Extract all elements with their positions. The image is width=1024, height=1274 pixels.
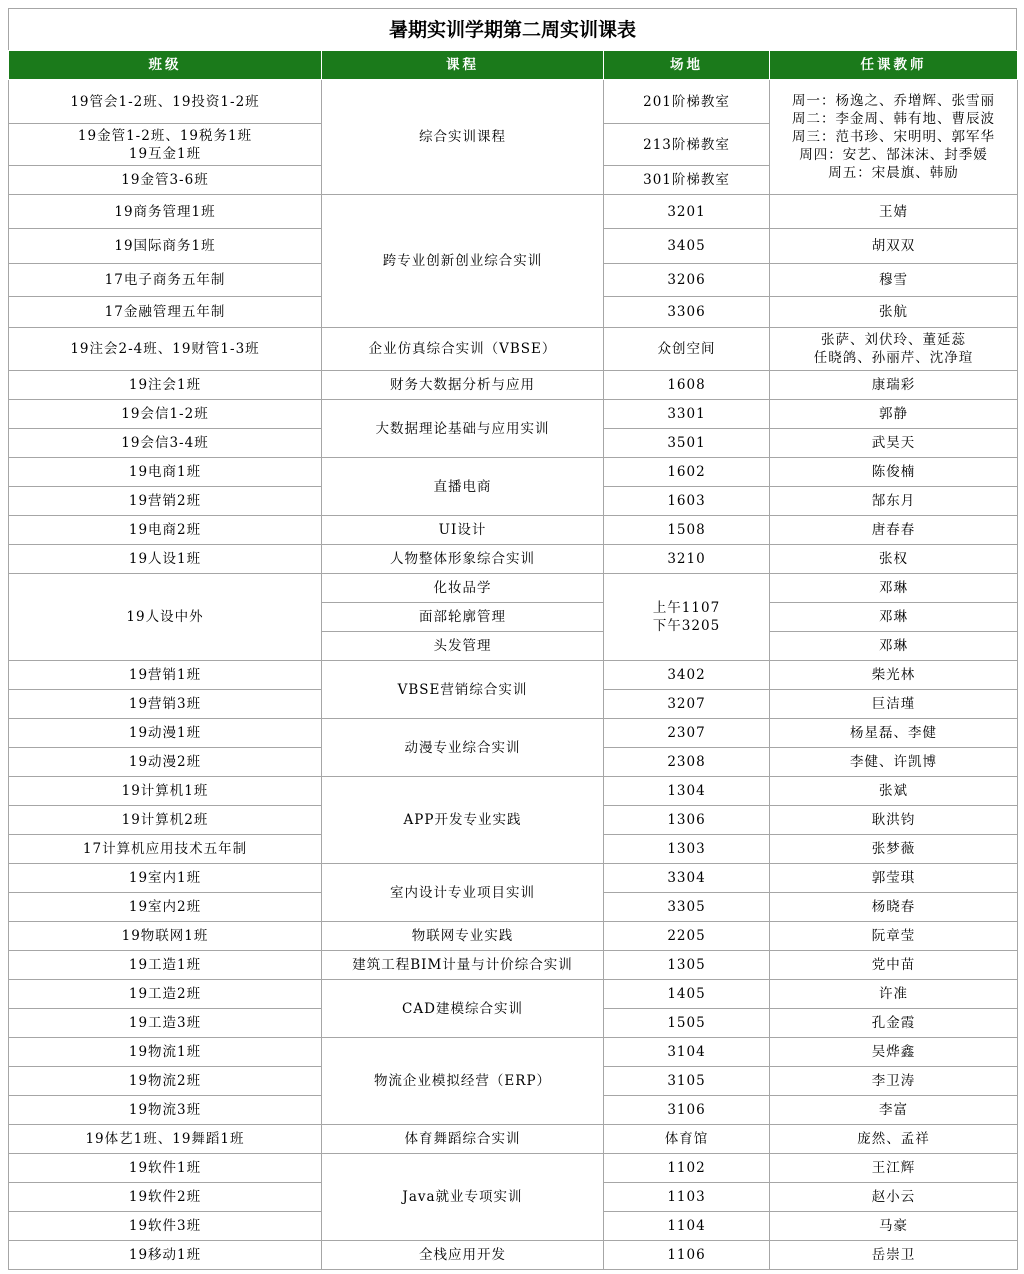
venue-cell: 301阶梯教室 [604, 166, 770, 195]
teacher-cell: 李健、许凯博 [770, 748, 1018, 777]
teacher-cell: 马豪 [770, 1212, 1018, 1241]
course-cell: 直播电商 [322, 458, 604, 516]
class-cell: 19商务管理1班 [9, 195, 322, 229]
teacher-cell: 郭莹琪 [770, 864, 1018, 893]
class-cell: 17金融管理五年制 [9, 297, 322, 328]
course-cell: 人物整体形象综合实训 [322, 545, 604, 574]
venue-cell: 2308 [604, 748, 770, 777]
venue-cell: 3106 [604, 1096, 770, 1125]
class-cell: 19物流3班 [9, 1096, 322, 1125]
teacher-line: 周一：杨逸之、乔增辉、张雪丽 [792, 93, 995, 109]
header-class: 班级 [9, 51, 322, 80]
venue-cell: 3201 [604, 195, 770, 229]
teacher-cell: 穆雪 [770, 264, 1018, 297]
teacher-cell [770, 328, 1018, 371]
course-cell: 室内设计专业项目实训 [322, 864, 604, 922]
table-row [9, 1241, 1018, 1270]
class-cell: 19国际商务1班 [9, 229, 322, 264]
course-cell: 物联网专业实践 [322, 922, 604, 951]
teacher-cell: 邓琳 [770, 632, 1018, 661]
course-cell: 建筑工程BIM计量与计价综合实训 [322, 951, 604, 980]
course-cell: 物流企业模拟经营（ERP） [322, 1038, 604, 1125]
venue-cell: 2205 [604, 922, 770, 951]
venue-cell: 3402 [604, 661, 770, 690]
course-cell: 综合实训课程 [322, 80, 604, 195]
table-row [9, 328, 1018, 371]
course-cell: 体育舞蹈综合实训 [322, 1125, 604, 1154]
table-row [9, 719, 1018, 748]
venue-cell: 3501 [604, 429, 770, 458]
teacher-line: 周二：李金周、韩有地、曹辰波 [792, 111, 995, 127]
course-cell: 头发管理 [322, 632, 604, 661]
teacher-cell: 杨晓春 [770, 893, 1018, 922]
class-cell: 19动漫2班 [9, 748, 322, 777]
venue-cell: 3105 [604, 1067, 770, 1096]
table-row [9, 980, 1018, 1009]
venue-cell: 3210 [604, 545, 770, 574]
teacher-cell: 岳崇卫 [770, 1241, 1018, 1270]
teacher-cell: 康瑞彩 [770, 371, 1018, 400]
class-cell: 19物联网1班 [9, 922, 322, 951]
venue-cell: 1603 [604, 487, 770, 516]
course-cell: APP开发专业实践 [322, 777, 604, 864]
table-row [9, 195, 1018, 229]
class-cell: 19工造3班 [9, 1009, 322, 1038]
class-line: 19金管1-2班、19税务1班 [77, 127, 253, 144]
venue-cell: 3104 [604, 1038, 770, 1067]
teacher-cell: 孔金霞 [770, 1009, 1018, 1038]
table-row [9, 516, 1018, 545]
venue-cell: 3301 [604, 400, 770, 429]
venue-cell: 众创空间 [604, 328, 770, 371]
venue-cell: 1104 [604, 1212, 770, 1241]
teacher-cell: 郜东月 [770, 487, 1018, 516]
class-cell: 19电商1班 [9, 458, 322, 487]
table-row [9, 922, 1018, 951]
teacher-cell: 许准 [770, 980, 1018, 1009]
venue-cell: 3306 [604, 297, 770, 328]
teacher-line: 张萨、刘伏玲、董延蕊 [821, 332, 966, 348]
venue-cell: 1303 [604, 835, 770, 864]
class-cell: 19营销3班 [9, 690, 322, 719]
teacher-cell: 李富 [770, 1096, 1018, 1125]
teacher-cell [770, 80, 1018, 195]
course-cell: VBSE营销综合实训 [322, 661, 604, 719]
teacher-cell: 柴光林 [770, 661, 1018, 690]
header-course: 课程 [322, 51, 604, 80]
class-cell: 19管会1-2班、19投资1-2班 [9, 80, 322, 124]
class-cell: 19软件3班 [9, 1212, 322, 1241]
table-row [9, 458, 1018, 487]
class-cell: 19计算机2班 [9, 806, 322, 835]
table-row [9, 80, 1018, 124]
teacher-cell: 王婧 [770, 195, 1018, 229]
course-cell: CAD建模综合实训 [322, 980, 604, 1038]
class-cell: 17电子商务五年制 [9, 264, 322, 297]
venue-cell: 1102 [604, 1154, 770, 1183]
venue-cell: 2307 [604, 719, 770, 748]
table-row [9, 400, 1018, 429]
header-teacher: 任课教师 [770, 51, 1018, 80]
venue-cell: 1405 [604, 980, 770, 1009]
class-cell: 19营销1班 [9, 661, 322, 690]
course-cell: UI设计 [322, 516, 604, 545]
class-cell: 19软件1班 [9, 1154, 322, 1183]
table-row [9, 661, 1018, 690]
teacher-cell: 邓琳 [770, 603, 1018, 632]
teacher-cell: 唐春春 [770, 516, 1018, 545]
class-cell: 19人设1班 [9, 545, 322, 574]
class-cell: 17计算机应用技术五年制 [9, 835, 322, 864]
course-cell: 跨专业创新创业综合实训 [322, 195, 604, 328]
header-row [9, 51, 1018, 80]
table-row [9, 777, 1018, 806]
teacher-line: 周五：宋晨旗、韩励 [828, 165, 959, 181]
header-venue: 场地 [604, 51, 770, 80]
venue-cell: 1305 [604, 951, 770, 980]
teacher-cell: 阮章莹 [770, 922, 1018, 951]
table-row [9, 371, 1018, 400]
course-cell: 企业仿真综合实训（VBSE） [322, 328, 604, 371]
teacher-cell: 党中苗 [770, 951, 1018, 980]
schedule-sheet [8, 8, 1017, 1270]
table-row [9, 864, 1018, 893]
teacher-cell: 陈俊楠 [770, 458, 1018, 487]
teacher-line: 周三：范书珍、宋明明、郭军华 [792, 129, 995, 145]
teacher-cell: 耿洪钧 [770, 806, 1018, 835]
table-row [9, 574, 1018, 603]
teacher-cell: 赵小云 [770, 1183, 1018, 1212]
course-cell: 化妆品学 [322, 574, 604, 603]
teacher-cell: 李卫涛 [770, 1067, 1018, 1096]
teacher-cell: 张权 [770, 545, 1018, 574]
course-cell: Java就业专项实训 [322, 1154, 604, 1241]
table-row [9, 1154, 1018, 1183]
teacher-cell: 张斌 [770, 777, 1018, 806]
table-row [9, 545, 1018, 574]
class-cell: 19室内1班 [9, 864, 322, 893]
venue-cell: 3207 [604, 690, 770, 719]
class-cell: 19室内2班 [9, 893, 322, 922]
class-cell: 19移动1班 [9, 1241, 322, 1270]
class-cell: 19营销2班 [9, 487, 322, 516]
teacher-cell: 吴烨鑫 [770, 1038, 1018, 1067]
course-cell: 财务大数据分析与应用 [322, 371, 604, 400]
venue-cell: 1106 [604, 1241, 770, 1270]
class-cell: 19会信1-2班 [9, 400, 322, 429]
class-cell: 19动漫1班 [9, 719, 322, 748]
class-cell: 19体艺1班、19舞蹈1班 [9, 1125, 322, 1154]
venue-cell: 1306 [604, 806, 770, 835]
course-cell: 面部轮廓管理 [322, 603, 604, 632]
table-row [9, 1125, 1018, 1154]
page-title: 暑期实训学期第二周实训课表 [8, 8, 1017, 50]
class-cell: 19人设中外 [9, 574, 322, 661]
venue-cell: 1602 [604, 458, 770, 487]
class-line: 19互金1班 [128, 145, 202, 162]
venue-cell: 1304 [604, 777, 770, 806]
venue-cell: 213阶梯教室 [604, 124, 770, 166]
teacher-cell: 张航 [770, 297, 1018, 328]
teacher-cell: 郭静 [770, 400, 1018, 429]
table-row [9, 1038, 1018, 1067]
teacher-cell: 王江辉 [770, 1154, 1018, 1183]
class-cell: 19注会1班 [9, 371, 322, 400]
teacher-cell: 巨洁瑾 [770, 690, 1018, 719]
venue-cell: 3206 [604, 264, 770, 297]
venue-line: 上午1107 [652, 600, 721, 616]
venue-cell: 1508 [604, 516, 770, 545]
course-cell: 动漫专业综合实训 [322, 719, 604, 777]
venue-cell: 201阶梯教室 [604, 80, 770, 124]
venue-cell: 3405 [604, 229, 770, 264]
venue-line: 下午3205 [652, 618, 721, 634]
class-cell: 19注会2-4班、19财管1-3班 [9, 328, 322, 371]
teacher-cell: 杨星磊、李健 [770, 719, 1018, 748]
teacher-line: 任晓鸽、孙丽芹、沈净瑄 [813, 350, 974, 366]
teacher-cell: 庞然、孟祥 [770, 1125, 1018, 1154]
class-cell: 19会信3-4班 [9, 429, 322, 458]
venue-cell: 3305 [604, 893, 770, 922]
teacher-cell: 邓琳 [770, 574, 1018, 603]
venue-cell: 1103 [604, 1183, 770, 1212]
class-cell: 19物流1班 [9, 1038, 322, 1067]
class-cell [9, 124, 322, 166]
venue-cell: 1505 [604, 1009, 770, 1038]
class-cell: 19计算机1班 [9, 777, 322, 806]
class-cell: 19软件2班 [9, 1183, 322, 1212]
course-cell: 大数据理论基础与应用实训 [322, 400, 604, 458]
class-cell: 19工造2班 [9, 980, 322, 1009]
venue-cell: 1608 [604, 371, 770, 400]
schedule-table [8, 50, 1018, 1270]
class-cell: 19工造1班 [9, 951, 322, 980]
class-cell: 19物流2班 [9, 1067, 322, 1096]
teacher-line: 周四：安艺、郜沫沫、封季媛 [799, 147, 988, 163]
course-cell: 全栈应用开发 [322, 1241, 604, 1270]
class-cell: 19金管3-6班 [9, 166, 322, 195]
teacher-cell: 胡双双 [770, 229, 1018, 264]
class-cell: 19电商2班 [9, 516, 322, 545]
venue-cell: 体育馆 [604, 1125, 770, 1154]
teacher-cell: 武昊天 [770, 429, 1018, 458]
venue-cell: 3304 [604, 864, 770, 893]
venue-cell [604, 574, 770, 661]
table-row [9, 951, 1018, 980]
teacher-cell: 张梦薇 [770, 835, 1018, 864]
